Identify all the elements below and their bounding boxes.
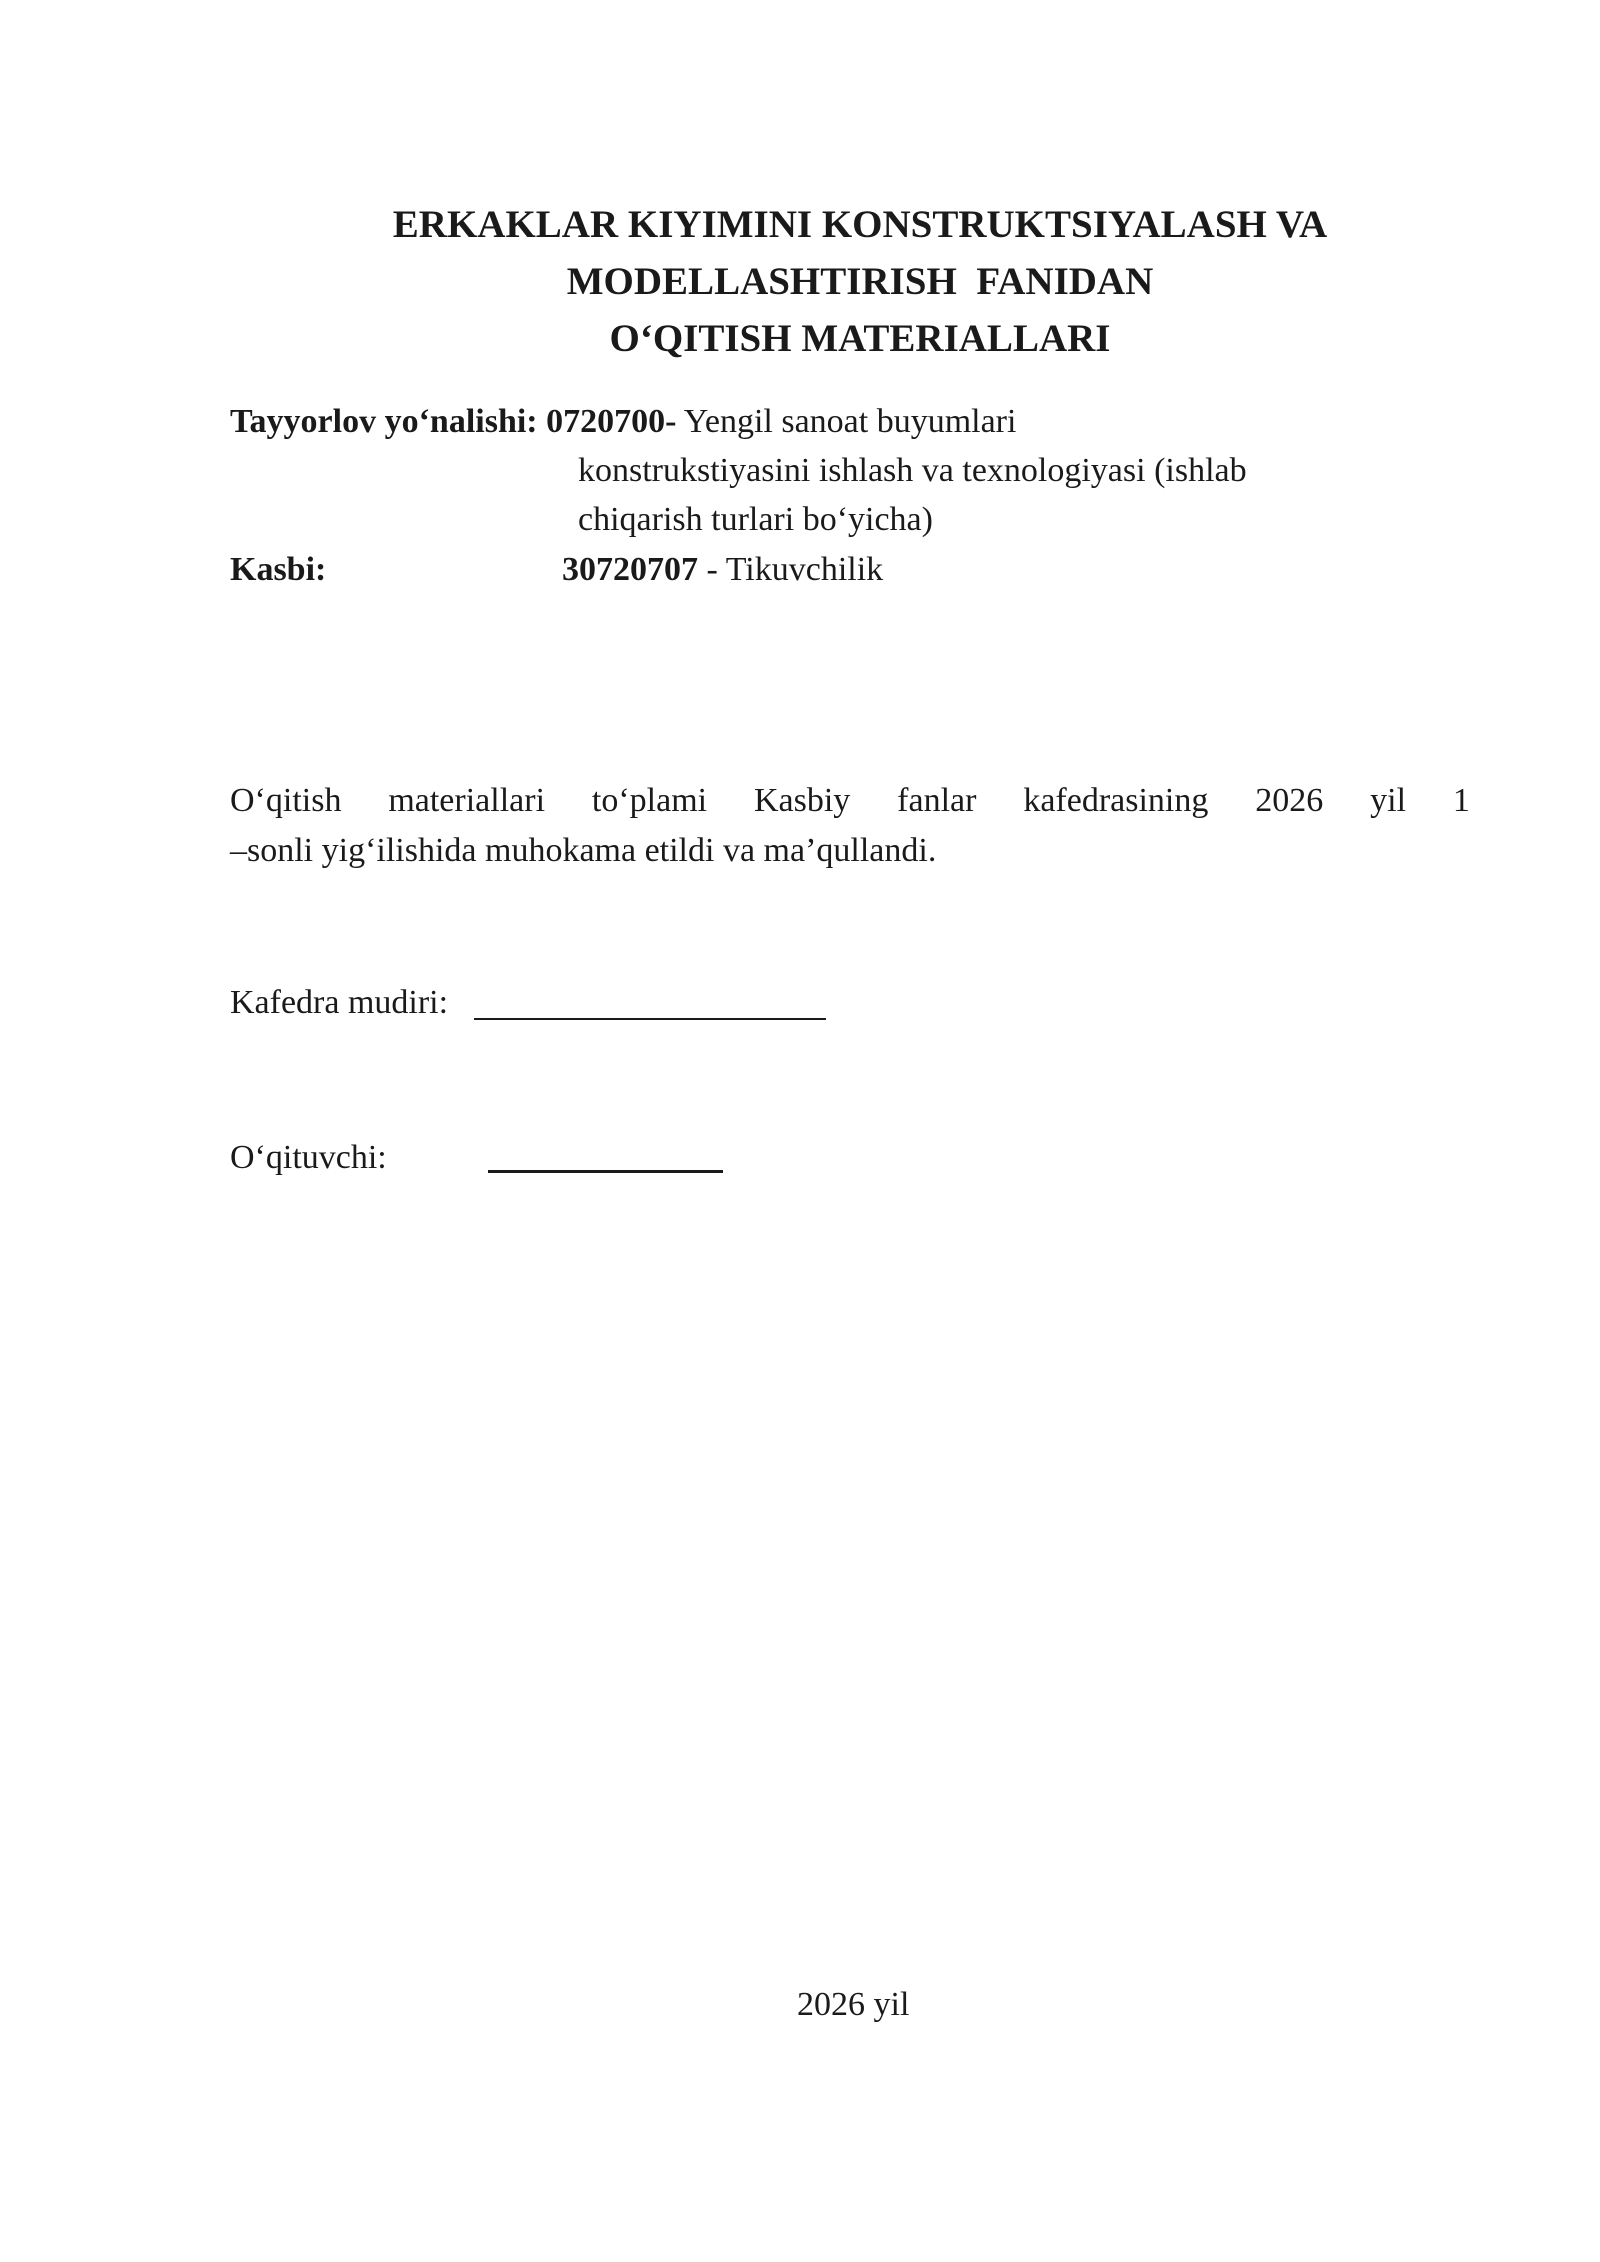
document-title — [230, 196, 1490, 367]
approval-word: materiallari — [388, 782, 546, 819]
approval-word: Kasbiy — [753, 782, 851, 819]
direction-code: 0720700- — [546, 403, 677, 440]
approval-word: yil — [1370, 782, 1407, 819]
profession-code: 30720707 — [562, 551, 698, 588]
approval-word: 1 — [1452, 782, 1470, 819]
approval-line-2: –sonli yig‘ilishida muhokama etildi va ma’qullandi. — [230, 832, 937, 869]
title-line-3: O‘QITISH MATERIALLARI — [609, 317, 1111, 360]
approval-word: O‘qitish — [230, 782, 342, 819]
approval-line-1 — [230, 776, 1470, 826]
approval-word: fanlar — [897, 782, 977, 819]
teacher-label: O‘qituvchi: — [230, 1139, 387, 1176]
head-of-department-label: Kafedra mudiri: — [230, 984, 449, 1021]
profession-label: Kasbi: — [230, 551, 327, 588]
teacher-signature-line — [488, 1170, 723, 1173]
direction-name-part-2: konstrukstiyasini ishlash va texnologiyasi (ishlab — [578, 452, 1247, 489]
profession-value — [562, 545, 883, 595]
title-line-2: MODELLASHTIRISH FANIDAN — [566, 260, 1154, 303]
title-line-1: ERKAKLAR KIYIMINI KONSTRUKTSIYALASH VA — [392, 203, 1328, 246]
direction-name-part-1: Yengil sanoat buyumlari — [676, 403, 1017, 440]
footer-year: 2026 yil — [797, 1986, 910, 2023]
head-signature-line — [474, 1018, 826, 1020]
approval-word: 2026 — [1255, 782, 1324, 819]
direction-line-1 — [230, 397, 1016, 447]
direction-name-part-3: chiqarish turlari bo‘yicha) — [578, 501, 933, 538]
profession-name: - Tikuvchilik — [698, 551, 884, 588]
direction-label: Tayyorlov yo‘nalishi: — [230, 403, 538, 440]
approval-word: to‘plami — [591, 782, 708, 819]
approval-word: kafedrasining — [1023, 782, 1209, 819]
